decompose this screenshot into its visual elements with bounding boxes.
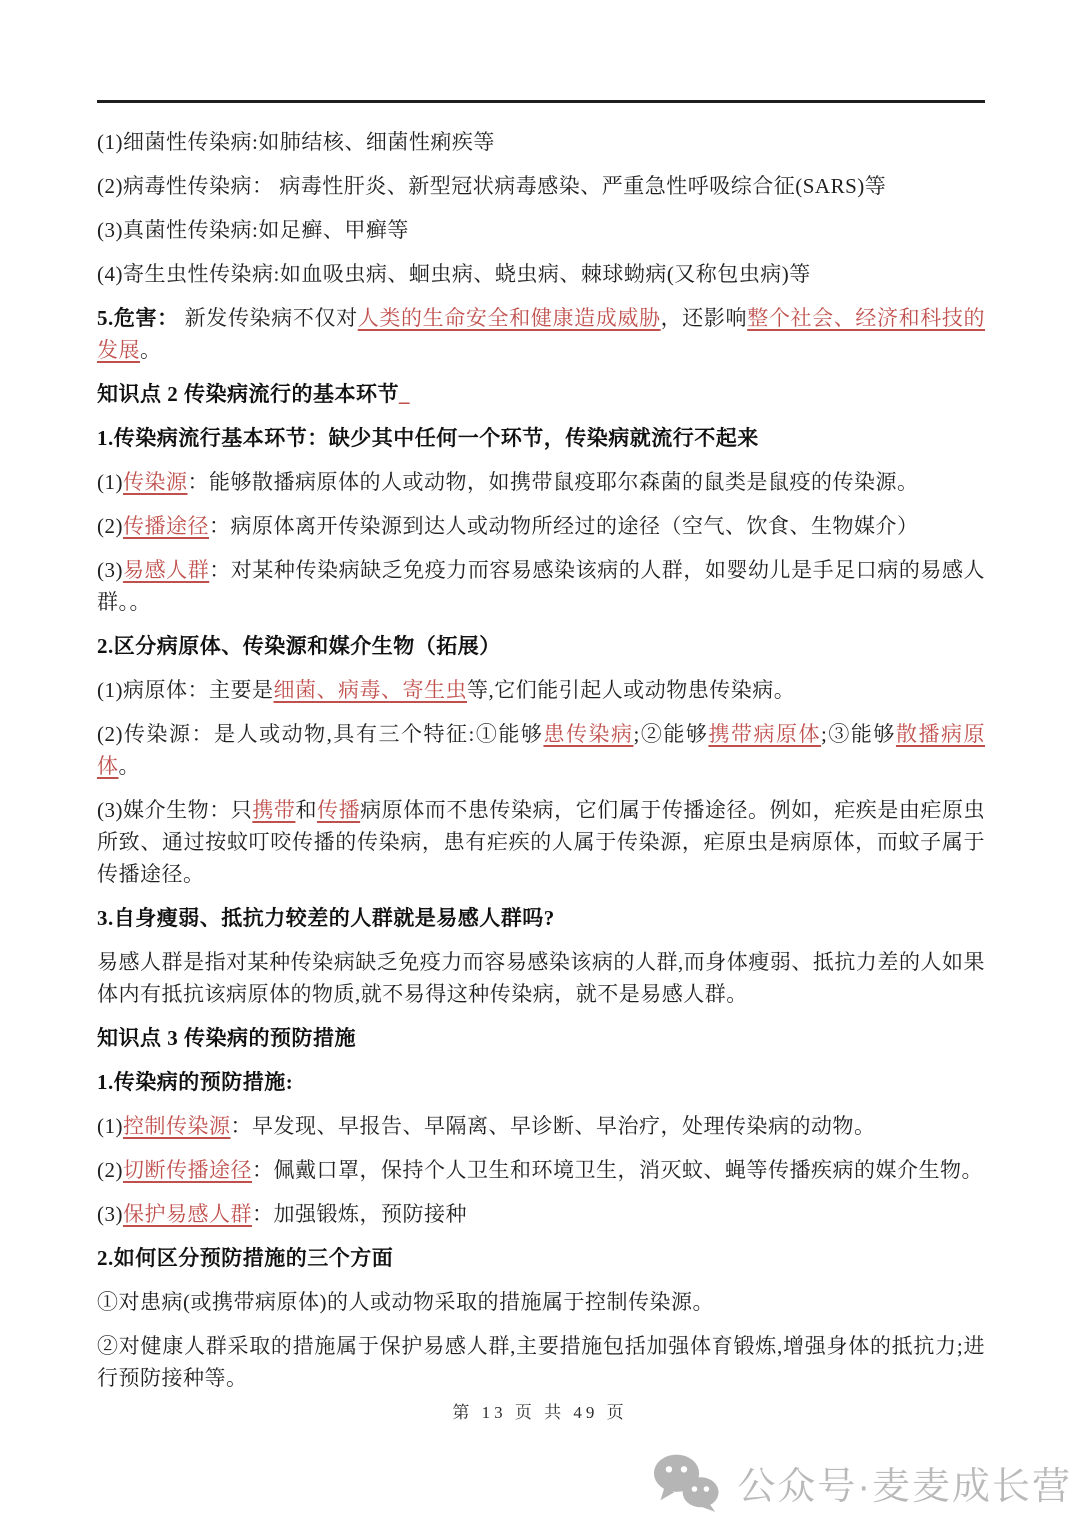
- text-segment: 控制传染源: [123, 1114, 231, 1138]
- text-segment: 2.如何区分预防措施的三个方面: [97, 1246, 394, 1270]
- paragraph: [97, 946, 985, 1010]
- text-segment: ：加强锻炼，预防接种: [252, 1202, 467, 1226]
- text-segment: 和: [295, 798, 318, 822]
- paragraph: [97, 794, 985, 890]
- text-segment: (3): [97, 558, 123, 582]
- text-segment: 传染源: [123, 470, 188, 494]
- text-segment: ：佩戴口罩，保持个人卫生和环境卫生，消灭蚊、蝇等传播疾病的媒介生物。: [252, 1158, 983, 1182]
- paragraph: [97, 718, 985, 782]
- text-segment: (1): [97, 1114, 123, 1138]
- text-segment: 1.传染病的预防措施:: [97, 1070, 294, 1094]
- text-segment: (2)病毒性传染病： 病毒性肝炎、新型冠状病毒感染、严重急性呼吸综合征(SARS)等: [97, 174, 887, 198]
- top-rule: [97, 100, 985, 103]
- text-segment: ：对某种传染病缺乏免疫力而容易感染该病的人群，如婴幼儿是手足口病的易感人群。。: [97, 558, 985, 614]
- heading: [97, 378, 985, 410]
- text-segment: 散播病原体: [97, 722, 985, 778]
- text-segment: ：早发现、早报告、早隔离、早诊断、早治疗，处理传染病的动物。: [230, 1114, 876, 1138]
- wechat-icon: [651, 1452, 721, 1512]
- text-segment: ;③能够: [821, 722, 896, 746]
- heading: [97, 902, 985, 934]
- text-segment: 。: [140, 338, 162, 362]
- document-body: [97, 126, 985, 1406]
- text-segment: 知识点 2 传染病流行的基本环节: [97, 382, 399, 406]
- paragraph: [97, 1330, 985, 1394]
- text-segment: 知识点 3 传染病的预防措施: [97, 1026, 356, 1050]
- paragraph: [97, 466, 985, 498]
- paragraph: [97, 126, 985, 158]
- heading: [97, 1022, 985, 1054]
- text-segment: ：能够散播病原体的人或动物，如携带鼠疫耶尔森菌的鼠类是鼠疫的传染源。: [187, 470, 919, 494]
- paragraph: [97, 258, 985, 290]
- footer-page-number: 第 13 页 共 49 页: [452, 1403, 628, 1422]
- watermark: [651, 1452, 1072, 1512]
- text-segment: 1.传染病流行基本环节：缺少其中任何一个环节，传染病就流行不起来: [97, 426, 759, 450]
- paragraph: [97, 1286, 985, 1318]
- text-segment: (1)病原体：主要是: [97, 678, 274, 702]
- text-segment: 切断传播途径: [123, 1158, 252, 1182]
- paragraph: [97, 1154, 985, 1186]
- text-segment: 新发传染病不仅对: [184, 306, 358, 330]
- text-segment: (2): [97, 514, 123, 538]
- text-segment: 易感人群: [123, 558, 210, 582]
- paragraph: [97, 510, 985, 542]
- paragraph: [97, 214, 985, 246]
- text-segment: 等,它们能引起人或动物患传染病。: [467, 678, 796, 702]
- text-segment: (2): [97, 1158, 123, 1182]
- text-segment: ;②能够: [633, 722, 709, 746]
- text-segment: ，还影响: [660, 306, 748, 330]
- text-segment: (3): [97, 1202, 123, 1226]
- text-segment: ：病原体离开传染源到达人或动物所经过的途径（空气、饮食、生物媒介）: [209, 514, 919, 538]
- text-segment: 传播: [317, 798, 361, 822]
- text-segment: 2.区分病原体、传染源和媒介生物（拓展）: [97, 634, 501, 658]
- heading: [97, 1242, 985, 1274]
- text-segment: ①对患病(或携带病原体)的人或动物采取的措施属于控制传染源。: [97, 1290, 714, 1314]
- text-segment: (1)细菌性传染病:如肺结核、细菌性痢疾等: [97, 130, 495, 154]
- text-segment: (4)寄生虫性传染病:如血吸虫病、蛔虫病、蛲虫病、棘球蚴病(又称包虫病)等: [97, 262, 811, 286]
- paragraph: [97, 554, 985, 618]
- heading: [97, 630, 985, 662]
- watermark-text: 公众号·麦麦成长营: [737, 1465, 1072, 1508]
- text-segment: (1): [97, 470, 123, 494]
- text-segment: 人类的生命安全和健康造成威胁: [357, 306, 661, 330]
- text-segment: (3)真菌性传染病:如足癣、甲癣等: [97, 218, 409, 242]
- text-segment: (3)媒介生物：只: [97, 798, 253, 822]
- text-segment: 整个社会、经济和科技的发展: [97, 306, 986, 362]
- paragraph: [97, 170, 985, 202]
- heading: [97, 422, 985, 454]
- text-segment: 病原体而不患传染病，它们属于传播途径。例如，疟疾是由疟原虫所致、通过按蚊叮咬传播的传染病，患有疟疾的人属于传染源，疟原虫是病原体，而蚊子属于传播途径。: [97, 798, 986, 886]
- text-segment: 保护易感人群: [123, 1202, 252, 1226]
- heading: [97, 1066, 985, 1098]
- paragraph: [97, 302, 985, 366]
- text-segment: 细菌、病毒、寄生虫: [273, 678, 467, 702]
- text-segment: 患传染病: [543, 722, 634, 746]
- text-segment: _: [399, 382, 410, 406]
- text-segment: 。: [118, 754, 140, 778]
- paragraph: [97, 674, 985, 706]
- text-segment: 5.危害：: [97, 306, 185, 330]
- paragraph: [97, 1198, 985, 1230]
- text-segment: 携带病原体: [708, 722, 822, 746]
- text-segment: 3.自身瘦弱、抵抗力较差的人群就是易感人群吗?: [97, 906, 555, 930]
- text-segment: (2)传染源：是人或动物,具有三个特征:①能够: [97, 722, 544, 746]
- text-segment: 传播途径: [123, 514, 209, 538]
- paragraph: [97, 1110, 985, 1142]
- text-segment: ②对健康人群采取的措施属于保护易感人群,主要措施包括加强体育锻炼,增强身体的抵抗力;进行预防接种等。: [97, 1334, 985, 1390]
- text-segment: 携带: [252, 798, 296, 822]
- text-segment: 易感人群是指对某种传染病缺乏免疫力而容易感染该病的人群,而身体瘦弱、抵抗力差的人如果体内有抵抗该病原体的物质,就不易得这种传染病，就不是易感人群。: [97, 950, 985, 1006]
